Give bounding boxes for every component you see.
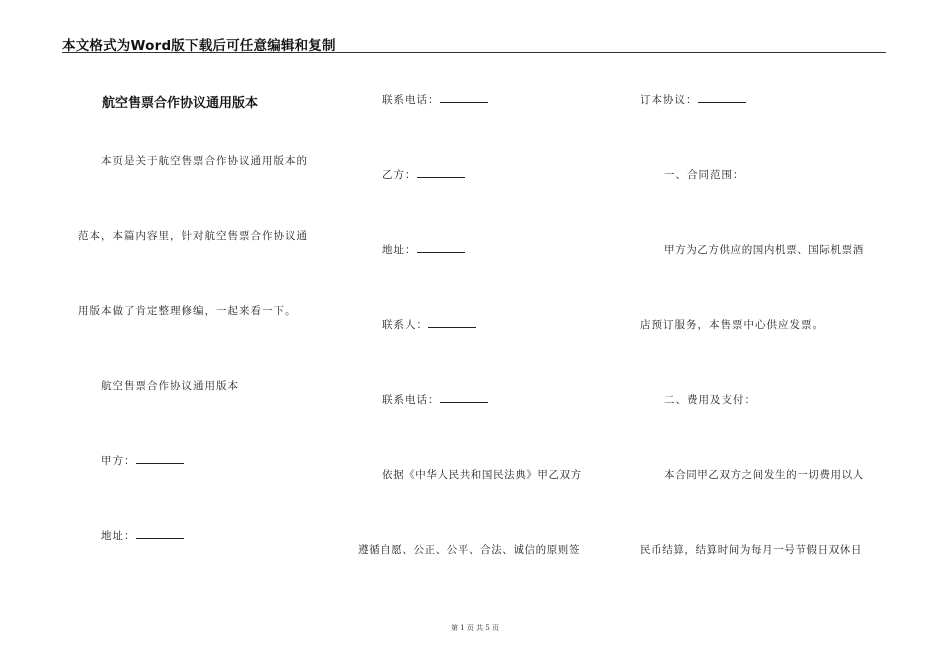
legal-basis-line-1: 依据《中华人民共和国民法典》甲乙双方: [382, 469, 582, 481]
section-1-line-1: 甲方为乙方供应的国内机票、国际机票酒: [664, 244, 864, 256]
order-label: 订本协议：: [640, 94, 698, 106]
address-label-a: 地址：: [101, 530, 136, 542]
address-field-a: [101, 529, 184, 543]
order-field: [640, 93, 746, 107]
section-1-line-2: 店预订服务，本售票中心供应发票。: [640, 319, 824, 331]
phone-blank-1: [440, 93, 488, 103]
column-3: [620, 0, 950, 672]
contact-blank: [428, 318, 476, 328]
address-label-b: 地址：: [382, 244, 417, 256]
phone-blank-2: [440, 393, 488, 403]
party-b-blank: [417, 168, 465, 178]
address-blank-a: [136, 529, 184, 539]
order-blank: [698, 93, 746, 103]
contact-field: [382, 318, 476, 332]
phone-field-1: [382, 93, 488, 107]
party-a-field: [101, 454, 184, 468]
party-b-label: 乙方：: [382, 169, 417, 181]
legal-basis-line-2: 遵循自愿、公正、公平、合法、诚信的原则签: [358, 544, 580, 556]
header-text: 本文格式为Word版下载后可任意编辑和复制: [62, 38, 336, 54]
contact-label: 联系人：: [382, 319, 428, 331]
intro-line-2: 范本，本篇内容里，针对航空售票合作协议通: [78, 230, 308, 242]
address-field-b: [382, 243, 465, 257]
page-footer: 第 1 页 共 5 页: [450, 624, 500, 632]
party-b-field: [382, 168, 465, 182]
phone-label-1: 联系电话：: [382, 94, 440, 106]
column-1: [0, 0, 340, 672]
agreement-subtitle: 航空售票合作协议通用版本: [101, 380, 239, 392]
intro-line-3: 用版本做了肯定整理修编，一起来看一下。: [78, 305, 297, 317]
section-2-title: 二、费用及支付：: [664, 394, 756, 406]
section-2-line-2: 民币结算，结算时间为每月一号节假日双休日: [640, 544, 862, 556]
section-2-line-1: 本合同甲乙双方之间发生的一切费用以人: [664, 469, 864, 481]
document-title: 航空售票合作协议通用版本: [102, 96, 259, 111]
phone-field-2: [382, 393, 488, 407]
address-blank-b: [417, 243, 465, 253]
party-a-blank: [136, 454, 184, 464]
party-a-label: 甲方：: [101, 455, 136, 467]
phone-label-2: 联系电话：: [382, 394, 440, 406]
column-2: [340, 0, 620, 672]
section-1-title: 一、合同范围：: [664, 169, 745, 181]
intro-line-1: 本页是关于航空售票合作协议通用版本的: [101, 155, 308, 167]
